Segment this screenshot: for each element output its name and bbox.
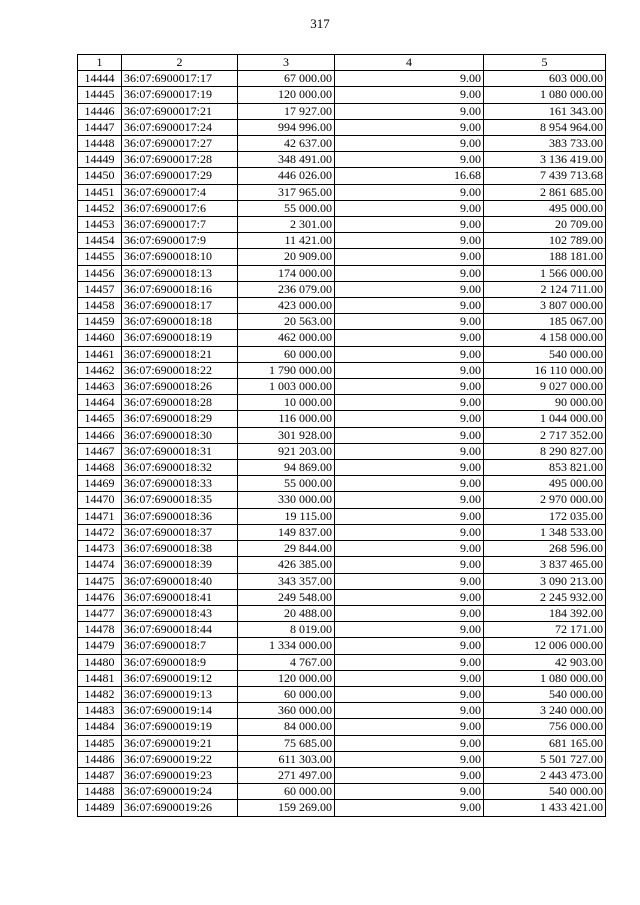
value-col-4: 9.00 xyxy=(335,184,484,200)
header-col-5: 5 xyxy=(484,55,606,71)
row-number: 14449 xyxy=(78,152,122,168)
cadastral-number: 36:07:6900019:22 xyxy=(122,751,238,767)
value-col-5: 9 027 000.00 xyxy=(484,379,606,395)
row-number: 14455 xyxy=(78,249,122,265)
table-row xyxy=(78,395,606,411)
cadastral-number: 36:07:6900018:29 xyxy=(122,411,238,427)
value-col-4: 9.00 xyxy=(335,541,484,557)
value-col-4: 9.00 xyxy=(335,460,484,476)
data-table xyxy=(77,54,606,817)
table-row xyxy=(78,800,606,816)
value-col-3: 29 844.00 xyxy=(238,541,335,557)
table-row xyxy=(78,87,606,103)
header-row xyxy=(78,55,606,71)
row-number: 14461 xyxy=(78,346,122,362)
row-number: 14488 xyxy=(78,784,122,800)
value-col-3: 159 269.00 xyxy=(238,800,335,816)
table-row xyxy=(78,670,606,686)
value-col-3: 8 019.00 xyxy=(238,622,335,638)
cadastral-number: 36:07:6900017:9 xyxy=(122,233,238,249)
table-row xyxy=(78,767,606,783)
row-number: 14472 xyxy=(78,524,122,540)
value-col-5: 2 443 473.00 xyxy=(484,767,606,783)
row-number: 14477 xyxy=(78,605,122,621)
value-col-4: 9.00 xyxy=(335,152,484,168)
table-row xyxy=(78,492,606,508)
value-col-4: 9.00 xyxy=(335,524,484,540)
table-row xyxy=(78,524,606,540)
row-number: 14484 xyxy=(78,719,122,735)
cadastral-number: 36:07:6900018:39 xyxy=(122,557,238,573)
cadastral-number: 36:07:6900017:17 xyxy=(122,71,238,87)
value-col-4: 9.00 xyxy=(335,330,484,346)
value-col-5: 1 044 000.00 xyxy=(484,411,606,427)
value-col-3: 343 357.00 xyxy=(238,573,335,589)
row-number: 14453 xyxy=(78,217,122,233)
value-col-4: 9.00 xyxy=(335,573,484,589)
cadastral-number: 36:07:6900018:13 xyxy=(122,265,238,281)
table-header xyxy=(78,55,606,71)
value-col-4: 9.00 xyxy=(335,557,484,573)
table-row xyxy=(78,379,606,395)
table-row xyxy=(78,281,606,297)
value-col-4: 9.00 xyxy=(335,427,484,443)
value-col-3: 446 026.00 xyxy=(238,168,335,184)
value-col-5: 540 000.00 xyxy=(484,346,606,362)
value-col-3: 20 563.00 xyxy=(238,314,335,330)
row-number: 14460 xyxy=(78,330,122,346)
value-col-3: 423 000.00 xyxy=(238,298,335,314)
header-col-3: 3 xyxy=(238,55,335,71)
row-number: 14452 xyxy=(78,200,122,216)
table-row xyxy=(78,184,606,200)
value-col-3: 60 000.00 xyxy=(238,784,335,800)
value-col-3: 67 000.00 xyxy=(238,71,335,87)
cadastral-number: 36:07:6900018:31 xyxy=(122,443,238,459)
cadastral-number: 36:07:6900017:24 xyxy=(122,119,238,135)
row-number: 14478 xyxy=(78,622,122,638)
value-col-4: 9.00 xyxy=(335,119,484,135)
value-col-3: 55 000.00 xyxy=(238,476,335,492)
value-col-4: 9.00 xyxy=(335,281,484,297)
cadastral-number: 36:07:6900018:18 xyxy=(122,314,238,330)
row-number: 14474 xyxy=(78,557,122,573)
table-row xyxy=(78,217,606,233)
value-col-3: 20 909.00 xyxy=(238,249,335,265)
cadastral-number: 36:07:6900018:21 xyxy=(122,346,238,362)
value-col-4: 9.00 xyxy=(335,346,484,362)
value-col-3: 19 115.00 xyxy=(238,508,335,524)
table-row xyxy=(78,508,606,524)
cadastral-number: 36:07:6900018:22 xyxy=(122,362,238,378)
value-col-4: 9.00 xyxy=(335,654,484,670)
value-col-3: 55 000.00 xyxy=(238,200,335,216)
cadastral-number: 36:07:6900018:32 xyxy=(122,460,238,476)
value-col-5: 4 158 000.00 xyxy=(484,330,606,346)
table-row xyxy=(78,427,606,443)
table-row xyxy=(78,541,606,557)
value-col-3: 921 203.00 xyxy=(238,443,335,459)
value-col-5: 42 903.00 xyxy=(484,654,606,670)
value-col-3: 120 000.00 xyxy=(238,87,335,103)
row-number: 14446 xyxy=(78,103,122,119)
table-row xyxy=(78,298,606,314)
table-row xyxy=(78,654,606,670)
value-col-4: 16.68 xyxy=(335,168,484,184)
table-row xyxy=(78,476,606,492)
value-col-3: 4 767.00 xyxy=(238,654,335,670)
value-col-4: 9.00 xyxy=(335,249,484,265)
cadastral-number: 36:07:6900017:21 xyxy=(122,103,238,119)
value-col-4: 9.00 xyxy=(335,492,484,508)
row-number: 14476 xyxy=(78,589,122,605)
cadastral-number: 36:07:6900018:10 xyxy=(122,249,238,265)
value-col-4: 9.00 xyxy=(335,686,484,702)
value-col-3: 149 837.00 xyxy=(238,524,335,540)
table-row xyxy=(78,168,606,184)
value-col-5: 1 433 421.00 xyxy=(484,800,606,816)
value-col-5: 268 596.00 xyxy=(484,541,606,557)
row-number: 14451 xyxy=(78,184,122,200)
value-col-4: 9.00 xyxy=(335,265,484,281)
cadastral-number: 36:07:6900018:33 xyxy=(122,476,238,492)
value-col-3: 249 548.00 xyxy=(238,589,335,605)
value-col-5: 603 000.00 xyxy=(484,71,606,87)
cadastral-number: 36:07:6900018:37 xyxy=(122,524,238,540)
row-number: 14471 xyxy=(78,508,122,524)
value-col-4: 9.00 xyxy=(335,589,484,605)
value-col-3: 317 965.00 xyxy=(238,184,335,200)
value-col-4: 9.00 xyxy=(335,298,484,314)
table-row xyxy=(78,605,606,621)
cadastral-number: 36:07:6900018:16 xyxy=(122,281,238,297)
value-col-3: 994 996.00 xyxy=(238,119,335,135)
value-col-5: 3 136 419.00 xyxy=(484,152,606,168)
table-row xyxy=(78,200,606,216)
row-number: 14487 xyxy=(78,767,122,783)
value-col-4: 9.00 xyxy=(335,443,484,459)
value-col-4: 9.00 xyxy=(335,670,484,686)
value-col-5: 1 080 000.00 xyxy=(484,87,606,103)
row-number: 14468 xyxy=(78,460,122,476)
table-row xyxy=(78,265,606,281)
row-number: 14450 xyxy=(78,168,122,184)
row-number: 14447 xyxy=(78,119,122,135)
value-col-5: 185 067.00 xyxy=(484,314,606,330)
cadastral-number: 36:07:6900019:19 xyxy=(122,719,238,735)
value-col-5: 2 861 685.00 xyxy=(484,184,606,200)
value-col-4: 9.00 xyxy=(335,767,484,783)
table-row xyxy=(78,249,606,265)
table-row xyxy=(78,703,606,719)
value-col-5: 20 709.00 xyxy=(484,217,606,233)
table-row xyxy=(78,103,606,119)
row-number: 14475 xyxy=(78,573,122,589)
table-row xyxy=(78,719,606,735)
value-col-3: 42 637.00 xyxy=(238,136,335,152)
cadastral-number: 36:07:6900018:26 xyxy=(122,379,238,395)
table-row xyxy=(78,152,606,168)
row-number: 14456 xyxy=(78,265,122,281)
value-col-5: 161 343.00 xyxy=(484,103,606,119)
table-row xyxy=(78,751,606,767)
value-col-3: 301 928.00 xyxy=(238,427,335,443)
value-col-4: 9.00 xyxy=(335,751,484,767)
row-number: 14462 xyxy=(78,362,122,378)
table-row xyxy=(78,346,606,362)
value-col-3: 1 790 000.00 xyxy=(238,362,335,378)
cadastral-number: 36:07:6900019:23 xyxy=(122,767,238,783)
table-row xyxy=(78,573,606,589)
cadastral-number: 36:07:6900018:40 xyxy=(122,573,238,589)
value-col-3: 1 003 000.00 xyxy=(238,379,335,395)
value-col-3: 271 497.00 xyxy=(238,767,335,783)
row-number: 14459 xyxy=(78,314,122,330)
value-col-3: 75 685.00 xyxy=(238,735,335,751)
cadastral-number: 36:07:6900019:24 xyxy=(122,784,238,800)
page-number: 317 xyxy=(310,16,330,31)
row-number: 14445 xyxy=(78,87,122,103)
value-col-4: 9.00 xyxy=(335,622,484,638)
value-col-3: 116 000.00 xyxy=(238,411,335,427)
row-number: 14480 xyxy=(78,654,122,670)
value-col-5: 2 245 932.00 xyxy=(484,589,606,605)
value-col-3: 60 000.00 xyxy=(238,346,335,362)
row-number: 14482 xyxy=(78,686,122,702)
table-row xyxy=(78,589,606,605)
value-col-5: 7 439 713.68 xyxy=(484,168,606,184)
value-col-5: 2 124 711.00 xyxy=(484,281,606,297)
table-row xyxy=(78,686,606,702)
table-row xyxy=(78,71,606,87)
value-col-5: 540 000.00 xyxy=(484,686,606,702)
value-col-5: 184 392.00 xyxy=(484,605,606,621)
value-col-4: 9.00 xyxy=(335,362,484,378)
cadastral-number: 36:07:6900018:41 xyxy=(122,589,238,605)
value-col-4: 9.00 xyxy=(335,314,484,330)
table-row xyxy=(78,557,606,573)
row-number: 14489 xyxy=(78,800,122,816)
value-col-3: 60 000.00 xyxy=(238,686,335,702)
value-col-5: 2 970 000.00 xyxy=(484,492,606,508)
value-col-5: 3 240 000.00 xyxy=(484,703,606,719)
value-col-5: 681 165.00 xyxy=(484,735,606,751)
cadastral-number: 36:07:6900017:4 xyxy=(122,184,238,200)
cadastral-number: 36:07:6900018:30 xyxy=(122,427,238,443)
value-col-3: 94 869.00 xyxy=(238,460,335,476)
value-col-5: 495 000.00 xyxy=(484,476,606,492)
cadastral-number: 36:07:6900018:9 xyxy=(122,654,238,670)
value-col-4: 9.00 xyxy=(335,800,484,816)
value-col-5: 188 181.00 xyxy=(484,249,606,265)
value-col-3: 360 000.00 xyxy=(238,703,335,719)
row-number: 14444 xyxy=(78,71,122,87)
value-col-5: 853 821.00 xyxy=(484,460,606,476)
row-number: 14465 xyxy=(78,411,122,427)
value-col-4: 9.00 xyxy=(335,735,484,751)
value-col-4: 9.00 xyxy=(335,200,484,216)
value-col-4: 9.00 xyxy=(335,719,484,735)
row-number: 14463 xyxy=(78,379,122,395)
value-col-5: 8 290 827.00 xyxy=(484,443,606,459)
cadastral-number: 36:07:6900018:17 xyxy=(122,298,238,314)
value-col-3: 348 491.00 xyxy=(238,152,335,168)
value-col-5: 16 110 000.00 xyxy=(484,362,606,378)
value-col-5: 102 789.00 xyxy=(484,233,606,249)
value-col-5: 3 807 000.00 xyxy=(484,298,606,314)
row-number: 14470 xyxy=(78,492,122,508)
value-col-5: 2 717 352.00 xyxy=(484,427,606,443)
value-col-3: 120 000.00 xyxy=(238,670,335,686)
value-col-5: 1 080 000.00 xyxy=(484,670,606,686)
value-col-4: 9.00 xyxy=(335,784,484,800)
row-number: 14458 xyxy=(78,298,122,314)
table-row xyxy=(78,314,606,330)
value-col-5: 495 000.00 xyxy=(484,200,606,216)
value-col-3: 236 079.00 xyxy=(238,281,335,297)
cadastral-number: 36:07:6900018:35 xyxy=(122,492,238,508)
cadastral-number: 36:07:6900018:19 xyxy=(122,330,238,346)
value-col-3: 11 421.00 xyxy=(238,233,335,249)
value-col-5: 8 954 964.00 xyxy=(484,119,606,135)
cadastral-number: 36:07:6900017:7 xyxy=(122,217,238,233)
row-number: 14486 xyxy=(78,751,122,767)
value-col-5: 3 090 213.00 xyxy=(484,573,606,589)
value-col-3: 2 301.00 xyxy=(238,217,335,233)
row-number: 14483 xyxy=(78,703,122,719)
value-col-4: 9.00 xyxy=(335,703,484,719)
table-row xyxy=(78,622,606,638)
cadastral-number: 36:07:6900019:26 xyxy=(122,800,238,816)
table-row xyxy=(78,638,606,654)
cadastral-number: 36:07:6900017:19 xyxy=(122,87,238,103)
value-col-5: 1 348 533.00 xyxy=(484,524,606,540)
table-row xyxy=(78,119,606,135)
value-col-5: 90 000.00 xyxy=(484,395,606,411)
cadastral-number: 36:07:6900018:7 xyxy=(122,638,238,654)
value-col-4: 9.00 xyxy=(335,71,484,87)
value-col-3: 611 303.00 xyxy=(238,751,335,767)
row-number: 14466 xyxy=(78,427,122,443)
table-row xyxy=(78,233,606,249)
value-col-5: 172 035.00 xyxy=(484,508,606,524)
row-number: 14454 xyxy=(78,233,122,249)
cadastral-number: 36:07:6900017:29 xyxy=(122,168,238,184)
row-number: 14467 xyxy=(78,443,122,459)
row-number: 14457 xyxy=(78,281,122,297)
header-col-2: 2 xyxy=(122,55,238,71)
value-col-4: 9.00 xyxy=(335,411,484,427)
value-col-4: 9.00 xyxy=(335,605,484,621)
table-row xyxy=(78,411,606,427)
value-col-3: 174 000.00 xyxy=(238,265,335,281)
value-col-4: 9.00 xyxy=(335,136,484,152)
value-col-4: 9.00 xyxy=(335,379,484,395)
row-number: 14473 xyxy=(78,541,122,557)
value-col-5: 5 501 727.00 xyxy=(484,751,606,767)
value-col-3: 84 000.00 xyxy=(238,719,335,735)
value-col-3: 17 927.00 xyxy=(238,103,335,119)
cadastral-number: 36:07:6900019:13 xyxy=(122,686,238,702)
table-body xyxy=(78,71,606,816)
value-col-3: 462 000.00 xyxy=(238,330,335,346)
cadastral-number: 36:07:6900017:27 xyxy=(122,136,238,152)
value-col-3: 330 000.00 xyxy=(238,492,335,508)
cadastral-number: 36:07:6900018:36 xyxy=(122,508,238,524)
row-number: 14469 xyxy=(78,476,122,492)
value-col-3: 10 000.00 xyxy=(238,395,335,411)
header-col-4: 4 xyxy=(335,55,484,71)
cadastral-number: 36:07:6900019:21 xyxy=(122,735,238,751)
value-col-4: 9.00 xyxy=(335,638,484,654)
cadastral-number: 36:07:6900019:14 xyxy=(122,703,238,719)
value-col-4: 9.00 xyxy=(335,217,484,233)
value-col-5: 540 000.00 xyxy=(484,784,606,800)
row-number: 14485 xyxy=(78,735,122,751)
table-row xyxy=(78,136,606,152)
cadastral-number: 36:07:6900018:43 xyxy=(122,605,238,621)
table-row xyxy=(78,784,606,800)
value-col-4: 9.00 xyxy=(335,103,484,119)
row-number: 14481 xyxy=(78,670,122,686)
cadastral-number: 36:07:6900018:44 xyxy=(122,622,238,638)
cadastral-number: 36:07:6900017:28 xyxy=(122,152,238,168)
value-col-4: 9.00 xyxy=(335,508,484,524)
value-col-5: 72 171.00 xyxy=(484,622,606,638)
value-col-4: 9.00 xyxy=(335,87,484,103)
table-row xyxy=(78,362,606,378)
row-number: 14464 xyxy=(78,395,122,411)
cadastral-number: 36:07:6900017:6 xyxy=(122,200,238,216)
value-col-5: 1 566 000.00 xyxy=(484,265,606,281)
row-number: 14479 xyxy=(78,638,122,654)
header-col-1: 1 xyxy=(78,55,122,71)
value-col-5: 3 837 465.00 xyxy=(484,557,606,573)
cadastral-number: 36:07:6900018:28 xyxy=(122,395,238,411)
value-col-5: 383 733.00 xyxy=(484,136,606,152)
value-col-4: 9.00 xyxy=(335,476,484,492)
value-col-4: 9.00 xyxy=(335,233,484,249)
value-col-4: 9.00 xyxy=(335,395,484,411)
table-row xyxy=(78,443,606,459)
table-row xyxy=(78,460,606,476)
value-col-3: 1 334 000.00 xyxy=(238,638,335,654)
value-col-3: 426 385.00 xyxy=(238,557,335,573)
cadastral-number: 36:07:6900019:12 xyxy=(122,670,238,686)
table-row xyxy=(78,735,606,751)
cadastral-number: 36:07:6900018:38 xyxy=(122,541,238,557)
row-number: 14448 xyxy=(78,136,122,152)
value-col-5: 756 000.00 xyxy=(484,719,606,735)
value-col-5: 12 006 000.00 xyxy=(484,638,606,654)
table-row xyxy=(78,330,606,346)
value-col-3: 20 488.00 xyxy=(238,605,335,621)
